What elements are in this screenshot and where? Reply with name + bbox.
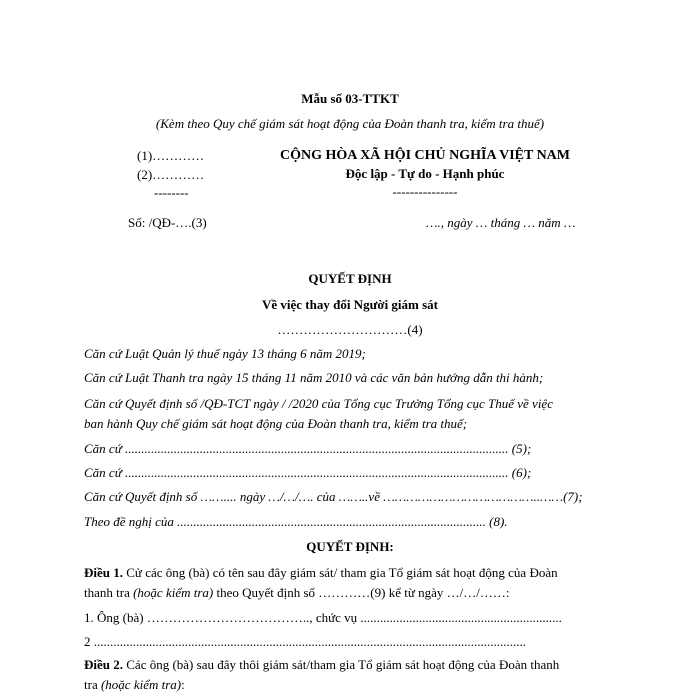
article-2-text-1: Các ông (bà) sau đây thôi giám sát/tham gia Tổ giám sát hoạt động của Đoàn thanh bbox=[123, 657, 560, 672]
legal-basis-3-line-1: Căn cứ Quyết định số /QĐ-TCT ngày / /2020 của Tổng cục Trưởng Tổng cục Thuế về việc bbox=[84, 396, 553, 411]
legal-basis-5: Căn cứ ...................................................................................................................... (5); bbox=[84, 441, 532, 456]
agency-divider: -------- bbox=[154, 185, 189, 200]
article-2-line-2 bbox=[84, 677, 185, 693]
national-motto: Độc lập - Tự do - Hạnh phúc bbox=[345, 166, 505, 181]
issuing-authority: …………………………(4) bbox=[277, 322, 423, 337]
legal-basis-6: Căn cứ ...................................................................................................................... (6); bbox=[84, 465, 532, 480]
decides-heading: QUYẾT ĐỊNH: bbox=[306, 539, 394, 554]
article-1-text-1: Cử các ông (bà) có tên sau đây giám sát/ tham gia Tổ giám sát hoạt động của Đoàn bbox=[123, 565, 558, 580]
supervisor-item-2: 2 ..................................................................................................................................... bbox=[84, 634, 526, 649]
decision-subject: Về việc thay đổi Người giám sát bbox=[261, 297, 439, 312]
issue-date: …., ngày … tháng … năm … bbox=[426, 215, 576, 230]
article-1-text-2b: (hoặc kiểm tra) bbox=[133, 585, 214, 600]
article-1-line-1 bbox=[84, 565, 558, 581]
article-1-label: Điều 1. bbox=[84, 565, 123, 580]
supervisor-item-1: 1. Ông (bà) ……………………………….., chức vụ .............................................................. bbox=[84, 610, 562, 625]
decision-title: QUYẾT ĐỊNH bbox=[308, 271, 392, 286]
agency-line-2: (2)………… bbox=[137, 167, 205, 182]
legal-basis-1: Căn cứ Luật Quản lý thuế ngày 13 tháng 6 năm 2019; bbox=[84, 346, 366, 361]
article-2-text-2a: tra bbox=[84, 677, 101, 692]
article-2-text-2b: (hoặc kiểm tra) bbox=[100, 677, 182, 692]
article-1-text-2a: thanh tra bbox=[84, 585, 134, 600]
legal-basis-2: Căn cứ Luật Thanh tra ngày 15 tháng 11 năm 2010 và các văn bản hướng dẫn thi hành; bbox=[84, 370, 544, 385]
article-2-label: Điều 2. bbox=[84, 657, 123, 672]
agency-line-1: (1)………… bbox=[137, 148, 205, 163]
article-2-text-2c: : bbox=[181, 677, 185, 692]
article-1-text-2c: theo Quyết định số …………(9) kể từ ngày …/…/……: bbox=[213, 585, 510, 600]
article-2-line-1 bbox=[84, 657, 559, 673]
legal-basis-3-line-2: ban hành Quy chế giám sát hoạt động của Đoàn thanh tra, kiểm tra thuế; bbox=[84, 416, 468, 431]
republic-name: CỘNG HÒA XÃ HỘI CHỦ NGHĨA VIỆT NAM bbox=[279, 148, 570, 163]
proposal-basis: Theo đề nghị của ............................................................................................... (8). bbox=[84, 514, 508, 529]
form-number: Mẫu số 03-TTKT bbox=[301, 91, 399, 106]
form-attachment-note: (Kèm theo Quy chế giám sát hoạt động của Đoàn thanh tra, kiểm tra thuế) bbox=[155, 116, 545, 131]
article-1-line-2 bbox=[84, 585, 510, 601]
legal-basis-7: Căn cứ Quyết định số …….... ngày …/…/…. của ……..về …………………………………..……(7); bbox=[84, 489, 583, 504]
decision-number: Số: /QĐ-….(3) bbox=[128, 215, 207, 230]
motto-divider: --------------- bbox=[392, 184, 458, 199]
